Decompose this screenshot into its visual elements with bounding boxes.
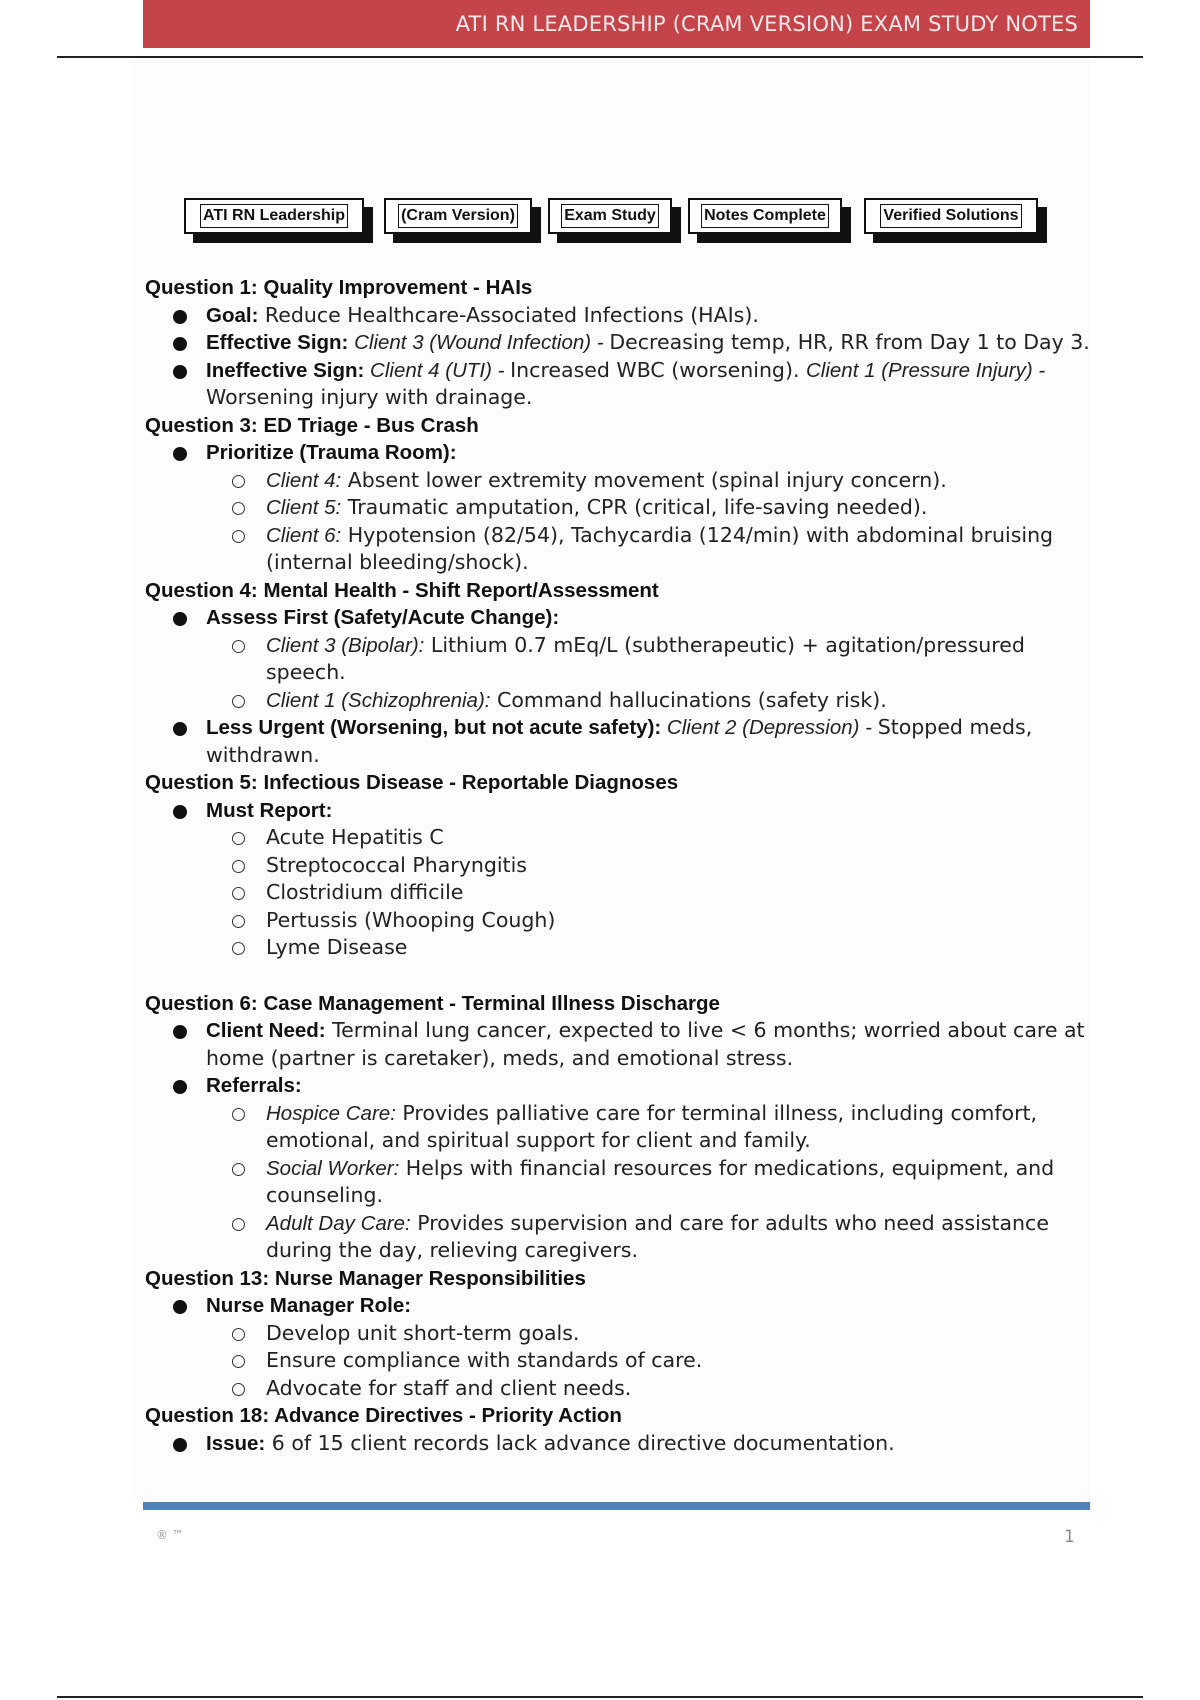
sub-list-item: Adult Day Care: Provides supervision and care for adults who need assistance during the day, relieving caregivers. — [145, 1210, 1095, 1265]
footer-trademark: ® ™ — [156, 1528, 184, 1542]
circle-bullet-icon — [232, 942, 245, 955]
circle-bullet-icon — [232, 1218, 245, 1231]
page-header — [143, 0, 1090, 48]
sub-list-item: Ensure compliance with standards of care. — [145, 1347, 1095, 1375]
tag-cram-version: (Cram Version) — [384, 198, 532, 234]
sub-list-item: Client 6: Hypotension (82/54), Tachycardia (124/min) with abdominal bruising (internal bleeding/shock). — [145, 522, 1095, 577]
sub-list-item: Streptococcal Pharyngitis — [145, 852, 1095, 880]
bullet-icon — [173, 722, 187, 736]
list-item: Prioritize (Trauma Room): — [145, 439, 1095, 467]
sub-list-item: Lyme Disease — [145, 934, 1095, 962]
question-18-heading: Question 18: Advance Directives - Priority Action — [145, 1404, 622, 1427]
bullet-icon — [173, 612, 187, 626]
bullet-icon — [173, 1080, 187, 1094]
circle-bullet-icon — [232, 530, 245, 543]
section-gap — [145, 962, 1095, 990]
question-13-heading: Question 13: Nurse Manager Responsibilities — [145, 1266, 586, 1290]
list-item: Effective Sign: Client 3 (Wound Infection) - Decreasing temp, HR, RR from Day 1 to Day 3. — [145, 329, 1095, 357]
sub-list-item: Client 4: Absent lower extremity movement (spinal injury concern). — [145, 467, 1095, 495]
circle-bullet-icon — [232, 1163, 245, 1176]
circle-bullet-icon — [232, 915, 245, 928]
tag-notes-complete: Notes Complete — [688, 198, 842, 234]
sub-list-item: Develop unit short-term goals. — [145, 1320, 1095, 1348]
list-item: Ineffective Sign: Client 4 (UTI) - Increased WBC (worsening). Client 1 (Pressure Injury) - Worsening injury with drainage. — [145, 357, 1095, 412]
list-item: Must Report: — [145, 797, 1095, 825]
sub-list-item: Hospice Care: Provides palliative care for terminal illness, including comfort, emotional, and spiritual support for client and family. — [145, 1100, 1095, 1155]
sub-list-item: Clostridium difficile — [145, 879, 1095, 907]
tag-exam-study: Exam Study — [548, 198, 672, 234]
list-item: Issue: 6 of 15 client records lack advance directive documentation. — [145, 1430, 1095, 1458]
question-5-heading: Question 5: Infectious Disease - Reportable Diagnoses — [145, 771, 679, 794]
bullet-icon — [173, 1300, 187, 1314]
sub-list-item: Advocate for staff and client needs. — [145, 1375, 1095, 1403]
circle-bullet-icon — [232, 1383, 245, 1396]
bullet-icon — [173, 447, 187, 461]
bullet-icon — [173, 1025, 187, 1039]
question-4-heading: Question 4: Mental Health - Shift Report/Assessment — [145, 578, 659, 602]
header-title: ATI RN LEADERSHIP (CRAM VERSION) EXAM STUDY NOTES — [455, 12, 1078, 36]
tag-ati-rn-leadership: ATI RN Leadership — [184, 198, 364, 234]
question-6-heading: Question 6: Case Management - Terminal Illness Discharge — [145, 991, 720, 1015]
circle-bullet-icon — [232, 860, 245, 873]
list-item: Nurse Manager Role: — [145, 1292, 1095, 1320]
circle-bullet-icon — [232, 1355, 245, 1368]
footer-divider — [143, 1502, 1090, 1510]
tag-row — [184, 198, 1064, 250]
circle-bullet-icon — [232, 640, 245, 653]
page-number: 1 — [1064, 1527, 1075, 1547]
bullet-icon — [173, 337, 187, 351]
sub-list-item: Client 1 (Schizophrenia): Command hallucinations (safety risk). — [145, 687, 1095, 715]
question-1-heading: Question 1: Quality Improvement - HAIs — [145, 276, 533, 299]
list-item: Assess First (Safety/Acute Change): — [145, 604, 1095, 632]
bullet-icon — [173, 805, 187, 819]
question-3-heading: Question 3: ED Triage - Bus Crash — [145, 413, 479, 437]
circle-bullet-icon — [232, 832, 245, 845]
list-item: Client Need: Terminal lung cancer, expected to live < 6 months; worried about care at home (partner is caretaker), meds, and emotional stress. — [145, 1017, 1095, 1072]
bullet-icon — [173, 365, 187, 379]
circle-bullet-icon — [232, 475, 245, 488]
bottom-divider — [57, 1696, 1143, 1698]
circle-bullet-icon — [232, 502, 245, 515]
circle-bullet-icon — [232, 695, 245, 708]
list-item: Goal: Reduce Healthcare-Associated Infections (HAIs). — [145, 302, 1095, 330]
header-divider — [57, 56, 1143, 58]
list-item: Referrals: — [145, 1072, 1095, 1100]
sub-list-item: Client 5: Traumatic amputation, CPR (critical, life-saving needed). — [145, 494, 1095, 522]
circle-bullet-icon — [232, 887, 245, 900]
sub-list-item: Pertussis (Whooping Cough) — [145, 907, 1095, 935]
study-notes — [145, 274, 1095, 1457]
bullet-icon — [173, 1438, 187, 1452]
circle-bullet-icon — [232, 1108, 245, 1121]
sub-list-item: Social Worker: Helps with financial resources for medications, equipment, and counseling. — [145, 1155, 1095, 1210]
sub-list-item: Acute Hepatitis C — [145, 824, 1095, 852]
sub-list-item: Client 3 (Bipolar): Lithium 0.7 mEq/L (subtherapeutic) + agitation/pressured speech. — [145, 632, 1095, 687]
bullet-icon — [173, 310, 187, 324]
circle-bullet-icon — [232, 1328, 245, 1341]
tag-verified-solutions: Verified Solutions — [864, 198, 1038, 234]
list-item: Less Urgent (Worsening, but not acute safety): Client 2 (Depression) - Stopped meds, withdrawn. — [145, 714, 1095, 769]
